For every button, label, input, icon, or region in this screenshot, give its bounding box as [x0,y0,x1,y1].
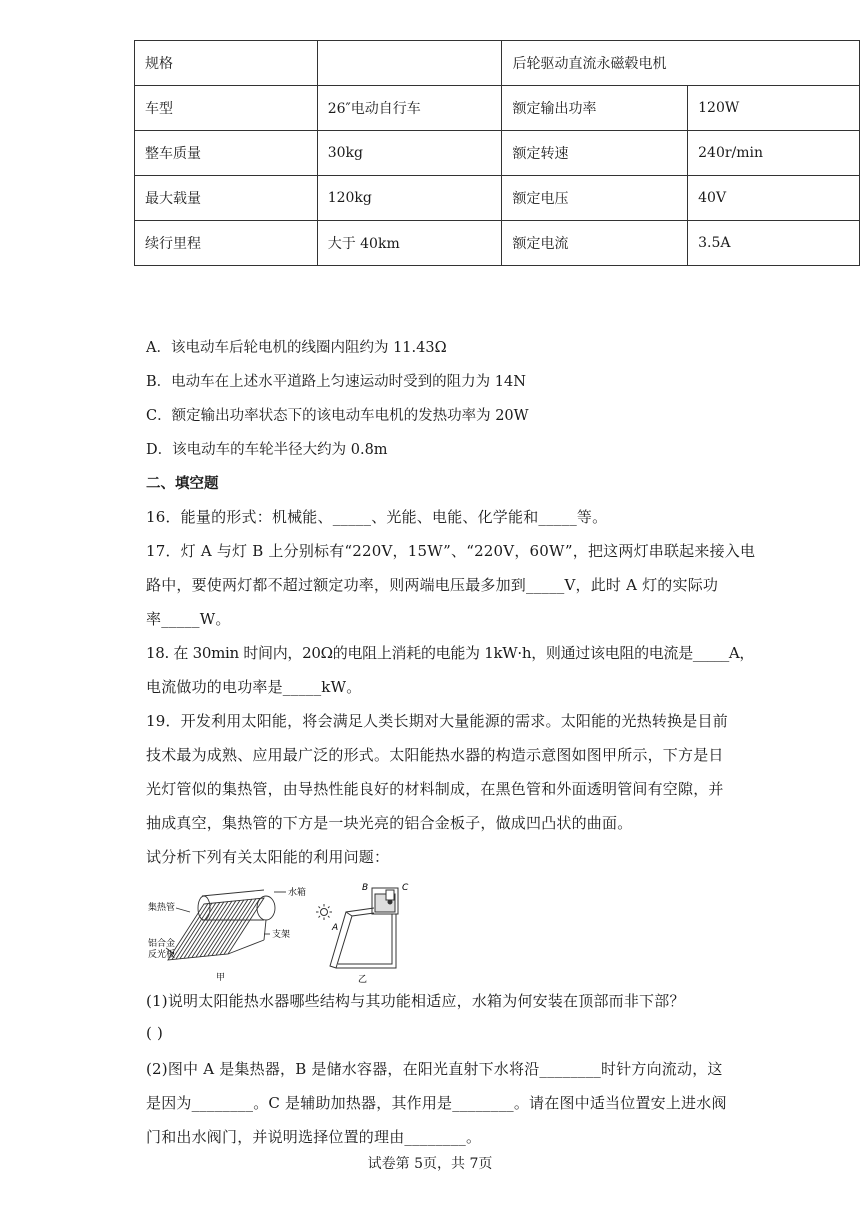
question-19-line-2: 技术最为成熟、应用最广泛的形式。太阳能热水器的构造示意图如图甲所示，下方是日 [146,746,724,764]
question-16: 16．能量的形式：机械能、_____、光能、电能、化学能和_____等。 [146,508,608,526]
table-row [135,176,860,221]
question-17-line-1: 17．灯 A 与灯 B 上分别标有“220V，15W”、“220V，60W”，把这两灯串联起来接入电 [146,542,756,560]
question-18-line-2: 电流做功的电功率是_____kW。 [146,678,362,696]
label-alloy-plate-2: 反光板 [148,950,176,960]
solar-heater-figure [146,882,436,990]
table-cell: 车型 [135,86,318,131]
table-cell: 额定输出功率 [502,86,688,131]
label-c: C [402,883,409,893]
table-cell [688,41,860,86]
label-water-tank: 水箱 [288,888,307,898]
label-stand: 支架 [272,930,291,940]
table-row [135,221,860,266]
table-cell: 额定转速 [502,131,688,176]
page-footer: 试卷第 5页，共 7页 [367,1156,493,1172]
option-b: B．电动车在上述水平道路上匀速运动时受到的阻力为 14N [146,374,526,390]
table-cell: 40V [688,176,860,221]
sub-question-2-line-2: 是因为________。C 是辅助加热器，其作用是________。请在图中适当位置安上进水阀 [146,1094,727,1112]
question-19-line-3: 光灯管似的集热管，由导热性能良好的材料制成，在黑色管和外面透明管间有空隙，并 [146,780,724,798]
table-cell: 额定电流 [502,221,688,266]
table-cell: 续行里程 [135,221,318,266]
table-cell: 240r/min [688,131,860,176]
table-cell [317,41,502,86]
label-collector-tube: 集热管 [148,903,176,913]
label-alloy-plate-1: 铝合金 [148,939,176,949]
table-cell: 3.5A [688,221,860,266]
sub-question-1-line-1: (1)说明太阳能热水器哪些结构与其功能相适应，水箱为何安装在顶部而非下部？ [146,992,685,1010]
question-18-line-1: 18. 在 30min 时间内，20Ω的电阻上消耗的电能为 1kW·h，则通过该电阻的电流是_____A， [146,644,755,662]
table-cell: 后轮驱动直流永磁毂电机 [502,41,688,86]
table-cell: 最大载量 [135,176,318,221]
question-19-line-1: 19．开发利用太阳能，将会满足人类长期对大量能源的需求。太阳能的光热转换是目前 [146,712,728,730]
option-d: D．该电动车的车轮半径大约为 0.8m [146,442,388,458]
sub-question-2-line-3: 门和出水阀门，并说明选择位置的理由________。 [146,1128,482,1146]
section-heading: 二、填空题 [146,475,219,492]
label-a: A [332,923,339,933]
question-19-line-4: 抽成真空，集热管的下方是一块光亮的铝合金板子，做成凹凸状的曲面。 [146,814,633,832]
figure-b-drawing [316,888,398,968]
sub-question-1-answer-bracket: ( ) [146,1024,164,1042]
table-cell: 30kg [317,131,502,176]
option-c: C．额定输出功率状态下的该电动车电机的发热功率为 20W [146,408,529,424]
question-17-line-2: 路中，要使两灯都不超过额定功率，则两端电压最多加到_____V，此时 A 灯的实际功 [146,576,719,594]
table-cell: 大于 40km [317,221,502,266]
label-b: B [362,883,369,893]
question-17-line-3: 率_____W。 [146,610,231,628]
table-cell: 120kg [317,176,502,221]
table-cell: 规格 [135,41,318,86]
figure-a-drawing [166,890,286,960]
option-a: A．该电动车后轮电机的线圈内阻约为 11.43Ω [146,340,447,356]
caption-figure-a: 甲 [216,973,226,983]
table-row [135,41,860,86]
question-19-line-5: 试分析下列有关太阳能的利用问题： [146,848,390,866]
table-cell: 120W [688,86,860,131]
caption-figure-b: 乙 [358,975,368,985]
spec-table [134,40,860,266]
table-row [135,86,860,131]
table-cell: 26″电动自行车 [317,86,502,131]
table-row [135,131,860,176]
table-cell: 整车质量 [135,131,318,176]
table-cell: 额定电压 [502,176,688,221]
sub-question-2-line-1: (2)图中 A 是集热器，B 是储水容器，在阳光直射下水将沿________时针方向流动，这 [146,1060,723,1078]
